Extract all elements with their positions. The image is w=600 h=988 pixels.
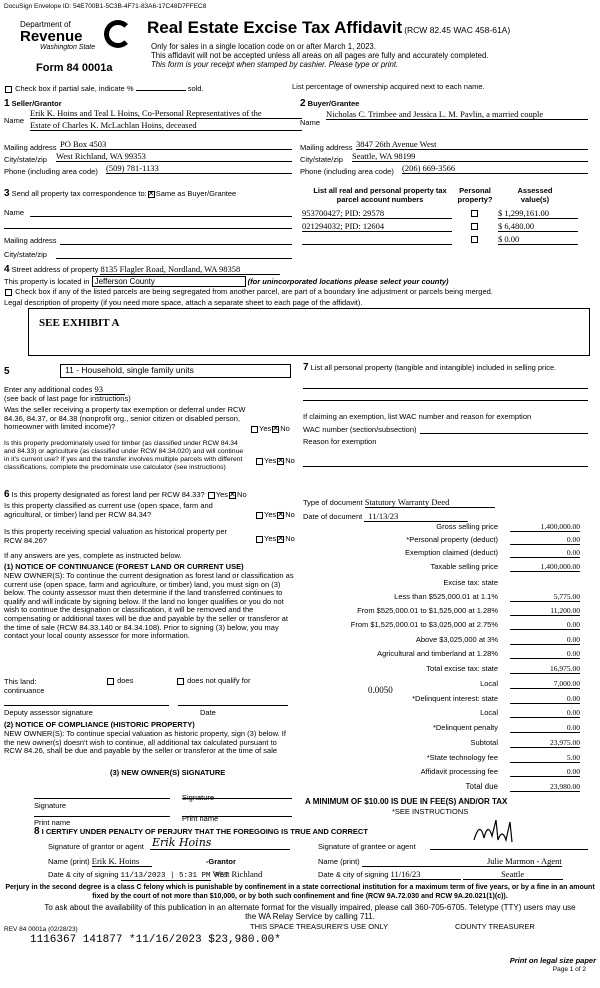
legal-label: Legal description of property (if you need more space, attach a separate sheet to each page of the affidavit).	[4, 298, 363, 307]
list-percent-note: List percentage of ownership acquired next to each name.	[292, 82, 485, 91]
any-yes-note: If any answers are yes, complete as instructed below.	[4, 551, 182, 560]
historic-yes[interactable]	[256, 536, 263, 543]
doc-type[interactable]: Statutory Warranty Deed	[365, 497, 495, 508]
parcel-number[interactable]: 021294032; PID: 12604	[302, 221, 452, 232]
no-label: No	[285, 534, 295, 543]
assessed-value[interactable]: $ 6,480.00	[498, 221, 578, 232]
legal-description-box[interactable]	[28, 308, 590, 356]
assessed-value[interactable]: $ 1,299,161.00	[498, 208, 578, 219]
forest-row	[4, 489, 247, 500]
tax-row-value[interactable]: 1,400,000.00	[510, 522, 580, 532]
doc-type-row	[303, 497, 495, 508]
legal-description: SEE EXHIBIT A	[39, 317, 120, 329]
exemption-question: Was the seller receiving a property tax exemption or deferral under RCW 84.36, 84.37, or 84.38 (nonprofit org., senior citizen or disabled person, homeowner with limited income)?	[4, 405, 246, 431]
deputy-date-label: Date	[200, 708, 216, 717]
exemption-yn	[250, 424, 290, 433]
partial-sale-row	[4, 84, 204, 93]
new-owner-sig-title: (3) NEW OWNER(S) SIGNATURE	[110, 768, 226, 777]
deputy-sig-line[interactable]	[4, 705, 169, 706]
form-number: Form 84 0001a	[36, 62, 113, 74]
tax-row-label: Total excise tax: state	[426, 664, 498, 673]
seller-title: Seller/Grantor	[11, 99, 62, 108]
no-label: No	[285, 510, 295, 519]
wac-line[interactable]	[420, 433, 588, 434]
does-option	[106, 676, 133, 685]
page-number: Page 1 of 2	[552, 966, 586, 973]
tax-row	[300, 606, 580, 618]
wac-label: WAC number (section/subsection)	[303, 425, 417, 434]
exemption-yes[interactable]	[251, 426, 258, 433]
see-instructions: (see back of last page for instructions)	[4, 394, 131, 403]
personal-property-checkbox[interactable]	[471, 236, 478, 243]
sec4-street-row	[4, 264, 280, 275]
seller-city-label: City/state/zip	[4, 155, 47, 164]
sec6-num: 6	[4, 489, 10, 500]
does-not-checkbox[interactable]	[177, 678, 184, 685]
tax-row	[300, 522, 580, 534]
grantee-name-label: Name (print)	[318, 857, 360, 866]
envelope-id: DocuSign Envelope ID: 54E700B1-5C3B-4F71-83A6-17C48D7FFEC8	[4, 3, 207, 10]
partial-sale-checkbox[interactable]	[5, 86, 12, 93]
tax-row-value[interactable]: 1,400,000.00	[510, 562, 580, 572]
parcel-list	[302, 208, 592, 247]
tax-row-label: Local	[480, 679, 498, 688]
timber-yn	[255, 456, 295, 465]
parcel-header: List all real and personal property tax parcel account numbers	[313, 186, 447, 204]
assessed-value-header: Assessed value(s)	[517, 186, 553, 204]
additional-codes[interactable]: 93	[95, 384, 125, 395]
notice-continuance-title: (1) NOTICE OF CONTINUANCE (FOREST LAND OR CURRENT USE)	[4, 562, 244, 571]
sec7-label	[303, 364, 588, 373]
timber-yes[interactable]	[256, 458, 263, 465]
partial-sale-label: Check box if partial sale, indicate %	[15, 84, 134, 93]
this-land-label: This land:	[4, 677, 37, 686]
grantor-signature: Erik Hoins	[152, 836, 212, 849]
parcel-row	[302, 221, 592, 234]
buyer-name[interactable]: Nicholas C. Trimbee and Jessica L. M. Pavlin, a married couple	[326, 109, 588, 120]
seller-num: 1	[4, 98, 10, 109]
tax-row-value[interactable]: 0.00	[510, 723, 580, 733]
accessibility-note: To ask about the availability of this publication in an alternate format for the visually impaired, please call 360-705-6705. Teletype (TTY) users may use the WA Relay Service by calling 711.	[44, 903, 576, 921]
grantee-date[interactable]: 11/16/23	[391, 869, 461, 880]
reason-label: Reason for exemption	[303, 437, 377, 446]
sec3-name-line[interactable]	[30, 216, 292, 217]
parcel-row	[302, 208, 592, 221]
tax-row-label: Above $3,025,000 at 3%	[415, 635, 498, 644]
form-title: Real Estate Excise Tax Affidavit	[147, 18, 403, 37]
tax-row-value[interactable]: 0.00	[510, 635, 580, 645]
sec3-name-line-2[interactable]	[4, 228, 292, 229]
see-instructions-note: *SEE INSTRUCTIONS	[392, 807, 469, 816]
reason-line[interactable]	[303, 466, 588, 467]
grantee-sig-line[interactable]	[430, 849, 588, 850]
sec7-num: 7	[303, 362, 309, 373]
county-label: This property is located in	[4, 277, 90, 286]
segregate-checkbox[interactable]	[5, 289, 12, 296]
tax-row	[300, 767, 580, 779]
buyer-mail-label: Mailing address	[300, 143, 353, 152]
county-row	[4, 276, 449, 287]
notice-continuance-text: NEW OWNER(S): To continue the current designation as forest land or classification as current use (open space, farm and agriculture, or timber) land, you must sign on (3) below. The county assessor must then determine if the land transferred continues to qualify and will indicate by signing below. If the land no longer qualifies or you do not wish to continue the designation or classification, it will be removed and the compensating or additional taxes will be due and payable by the seller or transferor at the time of sale (RCW 84.33.140 or 84.34.108). Prior to signing (3) below, you may contact your local county assessor for more information.	[4, 571, 294, 641]
header-note-2: This affidavit will not be accepted unless all areas on all pages are fully and accurately completed.	[151, 51, 489, 60]
grantor-name-label: Name (print)	[48, 857, 90, 866]
buyer-title: Buyer/Grantee	[307, 99, 360, 108]
treasurer-receipt: 1116367 141877 *11/16/2023 $23,980.00*	[30, 934, 281, 946]
tax-row-label: *Personal property (deduct)	[406, 535, 498, 544]
sec3-num: 3	[4, 188, 10, 199]
current-use-yn	[255, 510, 295, 519]
segregate-row	[4, 287, 493, 296]
header-notes	[151, 42, 488, 69]
grantee-signature-mark	[470, 818, 520, 848]
parcel-number[interactable]	[302, 234, 452, 245]
grantee-name-row	[318, 856, 562, 867]
does-not-option	[176, 676, 250, 685]
tax-row	[300, 664, 580, 676]
street-label: Street address of property	[11, 265, 99, 274]
current-use-yes[interactable]	[256, 512, 263, 519]
county-note: (for unincorporated locations please select your county)	[247, 277, 449, 286]
tax-row	[300, 753, 580, 765]
perjury-note	[4, 884, 596, 901]
historic-no[interactable]	[277, 536, 284, 543]
notice-compliance-title: (2) NOTICE OF COMPLIANCE (HISTORIC PROPERTY)	[4, 720, 195, 729]
doc-type-label: Type of document	[303, 498, 363, 507]
historic-question: Is this property receiving special valuation as historical property per RCW 84.26?	[4, 527, 228, 545]
tax-row-value[interactable]: 0.00	[510, 767, 580, 777]
tax-row-value[interactable]: 0.00	[510, 535, 580, 545]
same-as-buyer-checkbox[interactable]	[148, 191, 155, 198]
same-as-buyer-label: Same as Buyer/Grantee	[155, 189, 237, 198]
parcel-number[interactable]: 953700427; PID: 29578	[302, 208, 452, 219]
legal-paper-note: Print on legal size paper	[509, 956, 596, 965]
seller-mail-label: Mailing address	[4, 143, 57, 152]
tax-row-label: From $525,000.01 to $1,525,000 at 1.28%	[357, 606, 498, 615]
perjury-text: Perjury in the second degree is a class C felony which is punishable by confinement in a state correctional institution for a maximum term of five years, or by a fine in an amount fixed by the court of not more than $10,000, or by both such confinement and fine (RCW 9A.72.030 and RCW 9A.20.021(1)(c)).	[5, 884, 595, 900]
sec3-label: Send all property tax correspondence to:	[11, 189, 147, 198]
no-label: No	[280, 424, 290, 433]
sec7-text: List all personal property (tangible and intangible) included in selling price.	[310, 363, 557, 372]
notice-compliance-text: NEW OWNER(S): To continue special valuation as historic property, sign (3) below. If the new owner(s) doesn't wish to continue, all additional tax calculated pursuant to RCW 84.26, shall be due and payable by the seller or transferor at the time of sale	[4, 729, 286, 756]
tax-row	[300, 578, 580, 590]
exemption-no[interactable]	[272, 426, 279, 433]
land-use-select[interactable]: 11 - Household, single family units	[60, 364, 291, 378]
grantor-date[interactable]: 11/13/2023 | 5:31 PM PST	[120, 872, 229, 880]
assessed-value[interactable]: $ 0.00	[498, 234, 578, 245]
tax-row-value[interactable]: 5,775.00	[510, 592, 580, 602]
yes-label: Yes	[264, 534, 277, 543]
sec5-num: 5	[4, 366, 10, 377]
yes-label: Yes	[264, 456, 277, 465]
sold-label: sold.	[187, 84, 204, 93]
grantee-sig-label: Signature of grantee or agent	[318, 842, 416, 851]
current-use-no[interactable]	[277, 512, 284, 519]
forest-question: Is this property designated as forest land per RCW 84.33?	[11, 490, 205, 499]
header-note-3: This form is your receipt when stamped by cashier. Please type or print.	[151, 60, 399, 69]
tax-row-label: Gross selling price	[436, 522, 498, 531]
grantor-date-row	[48, 869, 262, 881]
sec3-heading	[4, 188, 236, 199]
forest-yes[interactable]	[208, 492, 215, 499]
dept-line2: Revenue	[20, 28, 83, 45]
tax-row-value[interactable]: 0.00	[510, 649, 580, 659]
buyer-city[interactable]: Seattle, WA 98199	[352, 151, 588, 162]
grantor-name-row	[48, 856, 236, 867]
rev-code: REV 84 0001a (02/28/23)	[4, 926, 78, 933]
tax-row-value[interactable]: 11,200.00	[510, 606, 580, 616]
does-not-label: does not qualify for	[187, 676, 251, 685]
yes-label: Yes	[264, 510, 277, 519]
street-address[interactable]: 8135 Flagler Road, Nordland, WA 98358	[100, 264, 280, 275]
tax-row	[300, 592, 580, 604]
no-label: No	[237, 490, 247, 499]
buyer-phone[interactable]: (206) 669-3566	[402, 163, 588, 174]
no-label: No	[285, 456, 295, 465]
signature-label-1: Signature	[34, 801, 67, 810]
tax-row-label: Agricultural and timberland at 1.28%	[377, 649, 498, 658]
buyer-city-label: City/state/zip	[300, 155, 343, 164]
codes-label: Enter any additional codes	[4, 385, 93, 394]
grantee-date-label: Date & city of signing	[318, 870, 389, 879]
current-use-question: Is this property classified as current use (open space, farm and agricultural, or timber) land per RCW 84.34?	[4, 501, 213, 519]
historic-yn	[255, 534, 295, 543]
tax-row-value[interactable]: 5.00	[510, 753, 580, 763]
segregate-label: Check box if any of the listed parcels are being segregated from another parcel, are part of a boundary line adjustment or parcels being merged.	[15, 287, 493, 296]
tax-row	[300, 548, 580, 560]
deputy-date-line[interactable]	[178, 705, 288, 706]
grantor-role: -Grantor	[205, 857, 236, 866]
exemption-wac-note: If claiming an exemption, list WAC number and reason for exemption	[303, 412, 532, 421]
print-label-1: Print name	[34, 818, 71, 827]
tax-row-value[interactable]: 0.00	[510, 620, 580, 630]
tax-row-value[interactable]: 23,975.00	[510, 738, 580, 748]
buyer-phone-label: Phone (including area code)	[300, 167, 394, 176]
personal-property-checkbox[interactable]	[471, 210, 478, 217]
grantee-city[interactable]: Seattle	[463, 869, 563, 880]
tax-row	[300, 738, 580, 750]
seller-name-label: Name	[4, 116, 25, 125]
new-owner-sig-line-1[interactable]	[34, 798, 170, 799]
yes-label: Yes	[215, 490, 229, 499]
deputy-label: Deputy assessor signature	[4, 708, 93, 717]
buyer-name-label: Name	[300, 118, 321, 127]
seller-phone[interactable]: (509) 781-1133	[106, 163, 292, 174]
header-note-1: Only for sales in a single location code on or after March 1, 2023.	[151, 42, 376, 51]
signature-label-2: Signature	[182, 793, 215, 802]
seller-name-1[interactable]: Erik K. Hoins and Teal L Hoins, Co-Personal Representatives of the	[30, 108, 302, 119]
tax-row-label: Total due	[465, 782, 498, 791]
tax-row-label: *State technology fee	[426, 753, 498, 762]
new-owner-print-line-1[interactable]	[34, 816, 170, 817]
personal-property-line[interactable]	[303, 388, 588, 389]
grantee-name[interactable]: Julie Marmon - Agent	[362, 856, 562, 867]
seller-name-2[interactable]: Estate of Charles K. McLachlan Hoins, deceased	[30, 120, 302, 131]
tax-row-label: Affidavit processing fee	[420, 767, 498, 776]
buyer-heading	[300, 98, 359, 109]
tax-row	[300, 723, 580, 735]
sec3-mail-line[interactable]	[60, 244, 292, 245]
personal-property-line-2[interactable]	[303, 400, 588, 401]
tax-row-value[interactable]: 0.00	[510, 708, 580, 718]
tax-row-label: Local	[480, 708, 498, 717]
tax-row-label: Taxable selling price	[430, 562, 498, 571]
grantor-city[interactable]: West Richland	[212, 869, 263, 879]
tax-row	[300, 635, 580, 647]
timber-question: Is this property predominately used for timber (as classified under RCW 84.34 and 84.33) or agriculture (as classified under RCW 84.34.020) and will continue in it's current use? If yes and the transfer involves multiple parcels with different classifications, complete the predominate use calculator (see instructions)	[4, 440, 244, 471]
sec3-city-label: City/state/zip	[4, 250, 47, 259]
county-select[interactable]: Jefferson County	[92, 276, 246, 287]
tax-row-label: Less than $525,000.01 at 1.1%	[394, 592, 498, 601]
title-line	[147, 18, 510, 38]
tax-row-label: *Delinquent penalty	[432, 723, 498, 732]
rcw-ref: (RCW 82.45 WAC 458-61A)	[404, 25, 511, 35]
tax-row	[300, 562, 580, 574]
dept-line1: Department of	[20, 20, 71, 29]
grantor-date-label: Date & city of signing	[48, 870, 119, 879]
seller-city[interactable]: West Richland, WA 99353	[56, 151, 292, 162]
revenue-swoosh-icon	[104, 20, 132, 48]
buyer-num: 2	[300, 98, 306, 109]
does-checkbox[interactable]	[107, 678, 114, 685]
treasurer-use-label: THIS SPACE TREASURER'S USE ONLY	[250, 922, 389, 931]
dept-line3: Washington State	[40, 44, 96, 51]
forest-no[interactable]	[229, 492, 236, 499]
tax-row-label: Exemption claimed (deduct)	[405, 548, 498, 557]
grantor-sig-label: Signature of grantor or agent	[48, 842, 144, 851]
sec8-num: 8	[34, 826, 40, 837]
tax-row-label: *Delinquent interest: state	[412, 694, 498, 703]
buyer-mail[interactable]: 3847 26th Avenue West	[356, 139, 588, 150]
tax-row-value[interactable]: 0.00	[510, 548, 580, 558]
tax-row-label: From $1,525,000.01 to $3,025,000 at 2.75%	[350, 620, 498, 629]
doc-date-row	[303, 511, 468, 522]
seller-mail[interactable]: PO Box 4503	[60, 139, 292, 150]
print-label-2: Print name	[182, 814, 219, 823]
personal-property-checkbox[interactable]	[471, 223, 478, 230]
tax-row-label: Subtotal	[470, 738, 498, 747]
sec3-mail-label: Mailing address	[4, 236, 57, 245]
county-treasurer-label: COUNTY TREASURER	[455, 922, 535, 931]
does-label: does	[117, 676, 134, 685]
parcel-row	[302, 234, 592, 247]
seller-phone-label: Phone (including area code)	[4, 167, 98, 176]
grantor-sig-line[interactable]	[150, 849, 290, 850]
yes-label: Yes	[259, 424, 272, 433]
tax-row-value[interactable]: 0.00	[510, 694, 580, 704]
grantor-name[interactable]: Erik K. Hoins	[92, 856, 152, 867]
timber-no[interactable]	[277, 458, 284, 465]
continuance-label: continuance	[4, 686, 45, 695]
tax-row	[300, 679, 580, 691]
tax-row	[300, 708, 580, 720]
tax-row	[300, 535, 580, 547]
dor-logo	[20, 20, 138, 51]
sec4-num: 4	[4, 264, 10, 275]
certify-text: I CERTIFY UNDER PENALTY OF PERJURY THAT THE FOREGOING IS TRUE AND CORRECT	[41, 827, 368, 836]
tax-row	[300, 694, 580, 706]
doc-date-label: Date of document	[303, 512, 363, 521]
tax-row-label: Excise tax: state	[443, 578, 498, 587]
tax-row	[300, 649, 580, 661]
personal-property-header: Personal property?	[457, 186, 493, 204]
tax-row-value[interactable]: 7,000.00	[510, 679, 580, 689]
tax-row-value[interactable]: 23,980.00	[510, 782, 580, 792]
tax-row	[300, 782, 580, 794]
tax-row	[300, 620, 580, 632]
grantee-date-row	[318, 869, 563, 880]
doc-date[interactable]: 11/13/23	[364, 511, 468, 522]
tax-row-value[interactable]: 16,975.00	[510, 664, 580, 674]
sec3-name-label: Name	[4, 208, 25, 217]
local-rate[interactable]: 0.0050	[368, 685, 393, 695]
minimum-due-note: A MINIMUM OF $10.00 IS DUE IN FEE(S) AND/OR TAX	[305, 797, 508, 806]
sec3-city-line[interactable]	[56, 258, 292, 259]
